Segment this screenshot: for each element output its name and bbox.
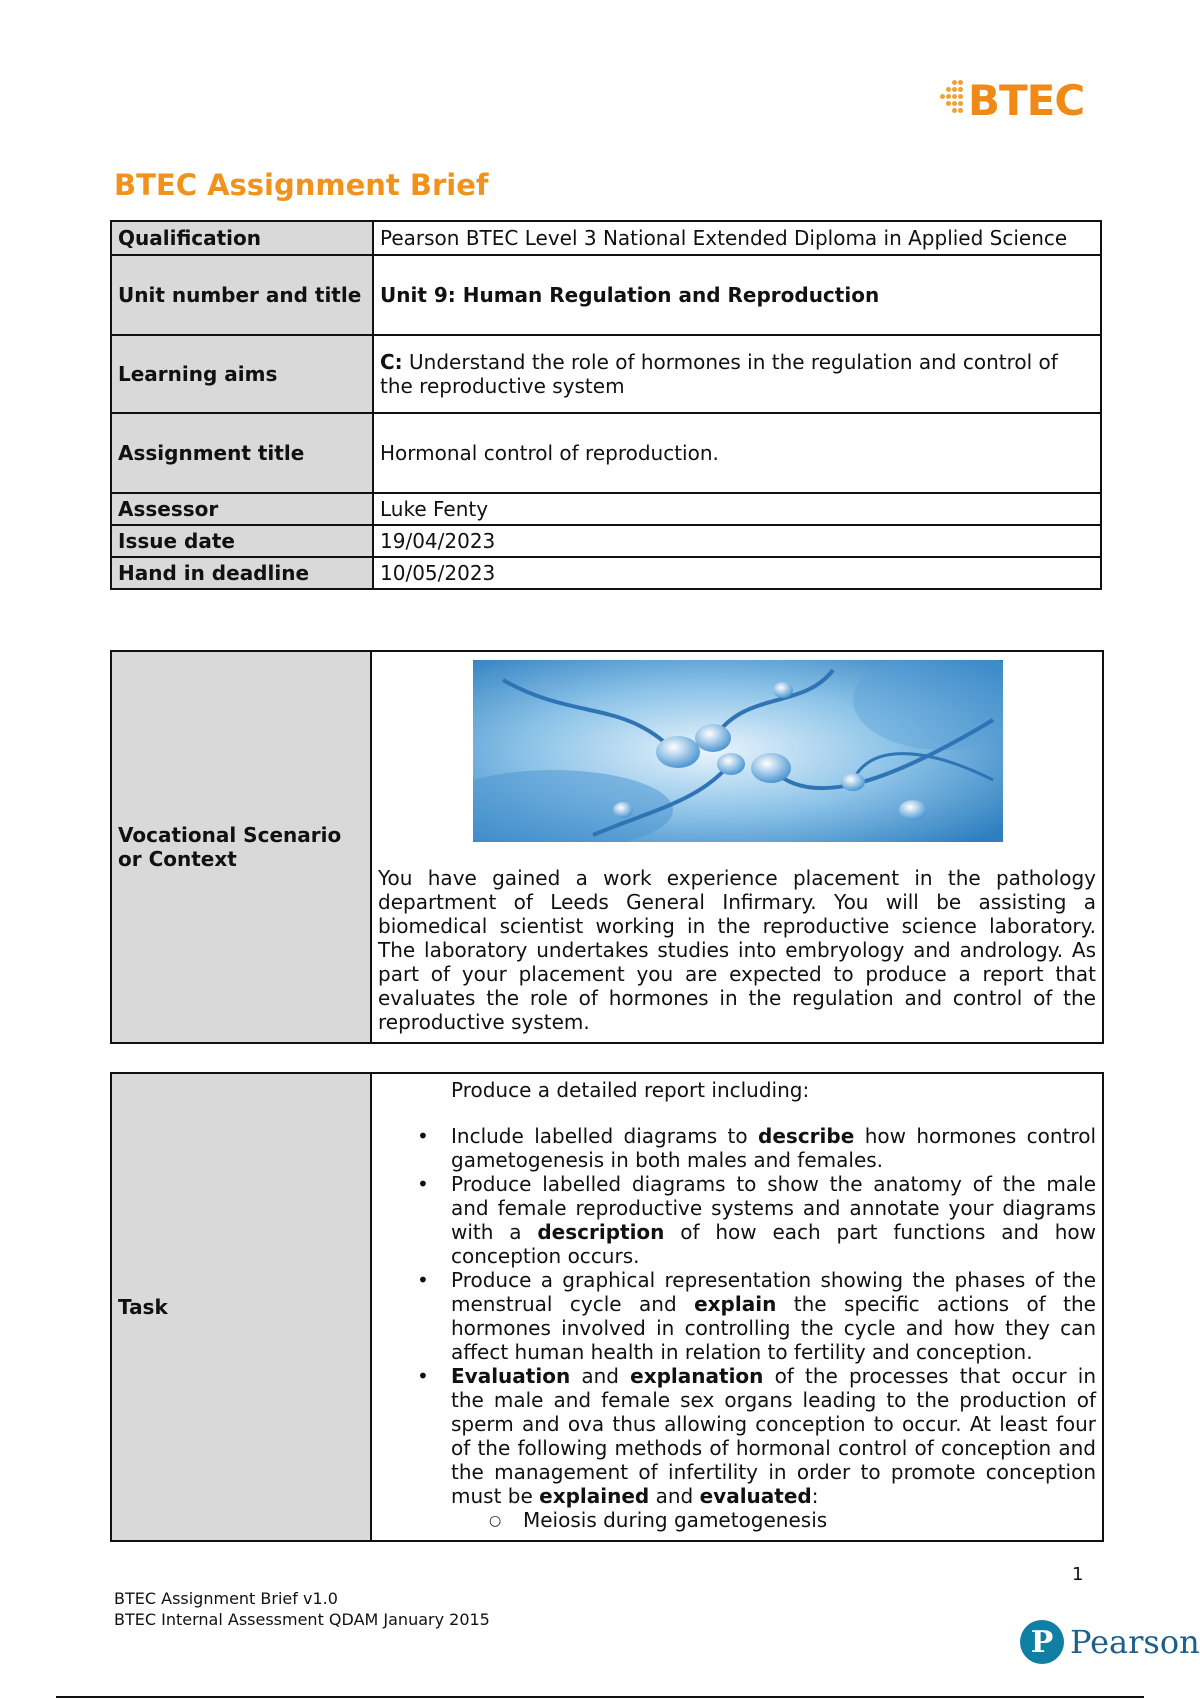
table-row xyxy=(111,255,1101,335)
list-item: • Produce labelled diagrams to show the anatomy of the male and female reproductive systems and annotate your diagrams with a description of how each part functions and how conception occurs. xyxy=(417,1172,1097,1268)
qualification-value: Pearson BTEC Level 3 National Extended Diploma in Applied Science xyxy=(373,221,1101,255)
list-item: • Include labelled diagrams to describe how hormones control gametogenesis in both males and females. xyxy=(417,1124,1096,1172)
learning-aim-code: C: xyxy=(380,350,403,374)
assessor-value: Luke Fenty xyxy=(373,493,1101,525)
bullet-icon: • xyxy=(417,1364,429,1388)
unit-value: Unit 9: Human Regulation and Reproduction xyxy=(373,255,1101,335)
table-row xyxy=(111,557,1101,589)
bullet-icon: • xyxy=(417,1268,429,1292)
bottom-divider xyxy=(56,1696,1144,1698)
learning-aim-text: Understand the role of hormones in the regulation and control of the reproductive system xyxy=(380,350,1058,398)
scenario-content xyxy=(372,652,1102,1042)
sub-list-item: ○ Meiosis during gametogenesis xyxy=(489,1508,828,1532)
list-item: • Produce a graphical representation showing the phases of the menstrual cycle and explain the specific actions of the hormones involved in controlling the cycle and how they can affect human health in relation to fertility and conception. xyxy=(417,1268,1096,1364)
list-item: • Evaluation and explanation of the processes that occur in the male and female sex organs leading to the production of sperm and ova thus allowing conception to occur. At least four of the following methods of hormonal control of conception and the management of infertility in order to promote conception must be explained and evaluated: xyxy=(417,1364,1096,1508)
footer-line-2: BTEC Internal Assessment QDAM January 2015 xyxy=(114,1610,490,1629)
deadline-label: Hand in deadline xyxy=(111,557,373,589)
pearson-p-icon: P xyxy=(1020,1620,1064,1664)
bullet-icon: • xyxy=(417,1172,429,1196)
scenario-box xyxy=(110,650,1104,1044)
task-content xyxy=(372,1074,1102,1540)
task-label: Task xyxy=(112,1074,372,1540)
table-row xyxy=(111,221,1101,255)
task-list xyxy=(417,1124,1097,1532)
btec-logo-text: BTEC xyxy=(968,75,1085,125)
learning-aims-label: Learning aims xyxy=(111,335,373,413)
assessor-label: Assessor xyxy=(111,493,373,525)
bullet-icon: • xyxy=(417,1124,429,1148)
qualification-label: Qualification xyxy=(111,221,373,255)
unit-label: Unit number and title xyxy=(111,255,373,335)
pearson-logo xyxy=(1020,1620,1200,1664)
scenario-text: You have gained a work experience placement in the pathology department of Leeds General Infirmary. You will be assisting a biomedical scientist working in the reproductive science laboratory. The laboratory undertakes studies into embryology and andrology. As part of your placement you are expected to produce a report that evaluates the role of hormones in the regulation and control of the reproductive system. xyxy=(378,866,1096,1034)
table-row xyxy=(111,493,1101,525)
logo-dots-icon xyxy=(938,78,966,122)
page-number: 1 xyxy=(1072,1564,1084,1585)
table-row xyxy=(111,525,1101,557)
issue-date-value: 19/04/2023 xyxy=(373,525,1101,557)
list-item xyxy=(451,1508,1096,1532)
info-table xyxy=(110,220,1102,590)
btec-logo xyxy=(938,72,1084,128)
footer-line-1: BTEC Assignment Brief v1.0 xyxy=(114,1589,338,1608)
table-row xyxy=(111,335,1101,413)
footer xyxy=(114,1588,490,1630)
page-title: BTEC Assignment Brief xyxy=(114,168,489,202)
task-box xyxy=(110,1072,1104,1542)
pearson-wordmark: Pearson xyxy=(1070,1623,1200,1661)
scenario-label: Vocational Scenario or Context xyxy=(112,652,372,1042)
assignment-title-value: Hormonal control of reproduction. xyxy=(373,413,1101,493)
sperm-cells-image xyxy=(473,660,1003,842)
task-intro: Produce a detailed report including: xyxy=(451,1078,810,1102)
issue-date-label: Issue date xyxy=(111,525,373,557)
table-row xyxy=(111,413,1101,493)
assignment-title-label: Assignment title xyxy=(111,413,373,493)
learning-aims-value xyxy=(373,335,1101,413)
circle-bullet-icon: ○ xyxy=(489,1513,502,1529)
deadline-value: 10/05/2023 xyxy=(373,557,1101,589)
